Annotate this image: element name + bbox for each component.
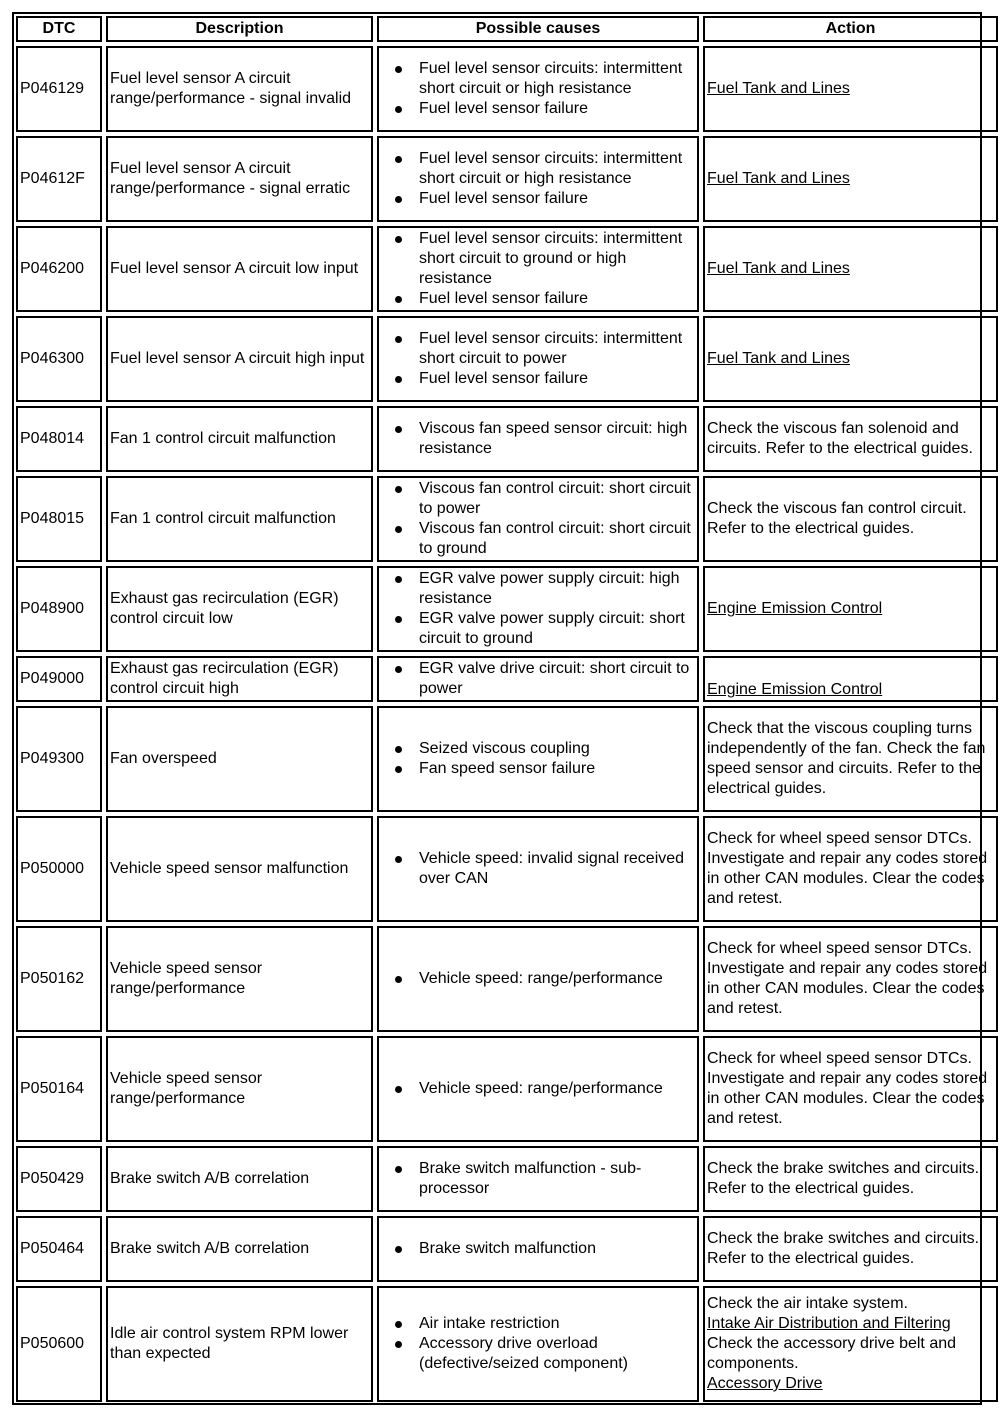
action-link-accessory-drive[interactable]: Accessory Drive — [707, 1375, 823, 1392]
action-text: Check the brake switches and circuits. Refer to the electrical guides. — [707, 1230, 980, 1267]
dtc-description: Brake switch A/B correlation — [106, 1146, 373, 1212]
dtc-code: P050164 — [16, 1036, 102, 1142]
action-cell — [703, 816, 998, 922]
dtc-code: P050464 — [16, 1216, 102, 1282]
cause-item: Accessory drive overload (defective/seized component) — [419, 1334, 695, 1374]
cause-item: Brake switch malfunction - sub-processor — [419, 1159, 695, 1199]
header-row — [16, 16, 998, 42]
dtc-code: P046200 — [16, 226, 102, 312]
action-text: Check the brake switches and circuits. Refer to the electrical guides. — [707, 1160, 980, 1197]
dtc-description: Fuel level sensor A circuit range/performance - signal erratic — [106, 136, 373, 222]
cause-item: Fuel level sensor failure — [419, 369, 695, 389]
cause-item: Fuel level sensor circuits: intermittent short circuit or high resistance — [419, 149, 695, 189]
possible-causes-cell — [377, 1036, 699, 1142]
action-text: Check that the viscous coupling turns independently of the fan. Check the fan speed sensor and circuits. Refer to the electrical guides. — [707, 720, 986, 797]
cause-item: Fuel level sensor circuits: intermittent short circuit to ground or high resistance — [419, 229, 695, 289]
action-cell — [703, 1216, 998, 1282]
dtc-code: P048900 — [16, 566, 102, 652]
action-text: Check the viscous fan control circuit. Refer to the electrical guides. — [707, 500, 967, 537]
dtc-code: P046300 — [16, 316, 102, 402]
action-cell — [703, 656, 998, 702]
dtc-description: Brake switch A/B correlation — [106, 1216, 373, 1282]
possible-causes-cell — [377, 476, 699, 562]
table-row — [16, 406, 998, 472]
table-row — [16, 226, 998, 312]
cause-item: Vehicle speed: range/performance — [419, 969, 695, 989]
action-cell — [703, 566, 998, 652]
dtc-description: Fuel level sensor A circuit low input — [106, 226, 373, 312]
possible-causes-cell — [377, 46, 699, 132]
dtc-description: Idle air control system RPM lower than expected — [106, 1286, 373, 1402]
action-text: Check for wheel speed sensor DTCs. Investigate and repair any codes stored in other CAN modules. Clear the codes and retest. — [707, 1050, 988, 1127]
table-row — [16, 1036, 998, 1142]
dtc-description: Fan 1 control circuit malfunction — [106, 476, 373, 562]
possible-causes-cell — [377, 926, 699, 1032]
possible-causes-cell — [377, 1216, 699, 1282]
action-cell — [703, 476, 998, 562]
action-link[interactable]: Fuel Tank and Lines — [707, 260, 850, 277]
cause-item: Fuel level sensor failure — [419, 289, 695, 309]
dtc-code: P049000 — [16, 656, 102, 702]
table-row — [16, 46, 998, 132]
possible-causes-cell — [377, 406, 699, 472]
dtc-code: P050162 — [16, 926, 102, 1032]
possible-causes-cell — [377, 1286, 699, 1402]
cause-item: Fuel level sensor circuits: intermittent short circuit to power — [419, 329, 695, 369]
action-cell — [703, 1036, 998, 1142]
possible-causes-cell — [377, 706, 699, 812]
cause-item: EGR valve drive circuit: short circuit to power — [419, 659, 695, 699]
dtc-code: P04612F — [16, 136, 102, 222]
table-row — [16, 926, 998, 1032]
dtc-code: P049300 — [16, 706, 102, 812]
dtc-description: Vehicle speed sensor malfunction — [106, 816, 373, 922]
action-cell — [703, 926, 998, 1032]
cause-item: Fuel level sensor failure — [419, 99, 695, 119]
cause-item: Vehicle speed: range/performance — [419, 1079, 695, 1099]
table-row — [16, 816, 998, 922]
cause-item: Air intake restriction — [419, 1314, 695, 1334]
action-link-intake-air[interactable]: Intake Air Distribution and Filtering — [707, 1315, 951, 1332]
header-possible-causes: Possible causes — [377, 16, 699, 42]
possible-causes-cell — [377, 226, 699, 312]
dtc-description: Fuel level sensor A circuit range/performance - signal invalid — [106, 46, 373, 132]
header-description: Description — [106, 16, 373, 42]
dtc-code: P050000 — [16, 816, 102, 922]
cause-item: Viscous fan speed sensor circuit: high resistance — [419, 419, 695, 459]
action-text: Check the air intake system. — [707, 1295, 908, 1312]
possible-causes-cell — [377, 566, 699, 652]
table-row — [16, 1286, 998, 1402]
action-cell — [703, 1286, 998, 1402]
possible-causes-cell — [377, 316, 699, 402]
dtc-code: P050429 — [16, 1146, 102, 1212]
action-cell — [703, 226, 998, 312]
table-row — [16, 1146, 998, 1212]
action-text: Check the viscous fan solenoid and circuits. Refer to the electrical guides. — [707, 420, 973, 457]
dtc-table-frame — [12, 12, 988, 1405]
dtc-description: Exhaust gas recirculation (EGR) control circuit high — [106, 656, 373, 702]
dtc-code: P046129 — [16, 46, 102, 132]
action-text: Check the accessory drive belt and components. — [707, 1335, 957, 1372]
action-link[interactable]: Fuel Tank and Lines — [707, 170, 850, 187]
dtc-description: Exhaust gas recirculation (EGR) control circuit low — [106, 566, 373, 652]
action-cell — [703, 316, 998, 402]
dtc-description: Vehicle speed sensor range/performance — [106, 926, 373, 1032]
action-link[interactable]: Engine Emission Control — [707, 600, 883, 617]
table-row — [16, 476, 998, 562]
dtc-description: Fuel level sensor A circuit high input — [106, 316, 373, 402]
dtc-table — [12, 12, 1002, 1406]
dtc-description: Fan 1 control circuit malfunction — [106, 406, 373, 472]
cause-item: Brake switch malfunction — [419, 1239, 695, 1259]
action-cell — [703, 706, 998, 812]
possible-causes-cell — [377, 136, 699, 222]
header-action: Action — [703, 16, 998, 42]
action-link[interactable]: Fuel Tank and Lines — [707, 350, 850, 367]
table-row — [16, 316, 998, 402]
table-row — [16, 136, 998, 222]
action-cell — [703, 406, 998, 472]
cause-item: Fuel level sensor failure — [419, 189, 695, 209]
possible-causes-cell — [377, 816, 699, 922]
action-link[interactable]: Engine Emission Control — [707, 681, 883, 698]
action-text: Check for wheel speed sensor DTCs. Investigate and repair any codes stored in other CAN modules. Clear the codes and retest. — [707, 830, 988, 907]
cause-item: Fuel level sensor circuits: intermittent short circuit or high resistance — [419, 59, 695, 99]
dtc-code: P048015 — [16, 476, 102, 562]
cause-item: EGR valve power supply circuit: short circuit to ground — [419, 609, 695, 649]
action-cell — [703, 136, 998, 222]
table-row — [16, 566, 998, 652]
table-row — [16, 656, 998, 702]
cause-item: Viscous fan control circuit: short circuit to ground — [419, 519, 695, 559]
action-text: Check for wheel speed sensor DTCs. Investigate and repair any codes stored in other CAN modules. Clear the codes and retest. — [707, 940, 988, 1017]
action-link[interactable]: Fuel Tank and Lines — [707, 80, 850, 97]
dtc-code: P050600 — [16, 1286, 102, 1402]
table-row — [16, 1216, 998, 1282]
possible-causes-cell — [377, 1146, 699, 1212]
cause-item: Viscous fan control circuit: short circuit to power — [419, 479, 695, 519]
action-cell — [703, 1146, 998, 1212]
cause-item: Seized viscous coupling — [419, 739, 695, 759]
action-cell — [703, 46, 998, 132]
table-row — [16, 706, 998, 812]
cause-item: EGR valve power supply circuit: high resistance — [419, 569, 695, 609]
dtc-description: Fan overspeed — [106, 706, 373, 812]
header-dtc: DTC — [16, 16, 102, 42]
dtc-code: P048014 — [16, 406, 102, 472]
cause-item: Vehicle speed: invalid signal received over CAN — [419, 849, 695, 889]
dtc-description: Vehicle speed sensor range/performance — [106, 1036, 373, 1142]
cause-item: Fan speed sensor failure — [419, 759, 695, 779]
possible-causes-cell — [377, 656, 699, 702]
